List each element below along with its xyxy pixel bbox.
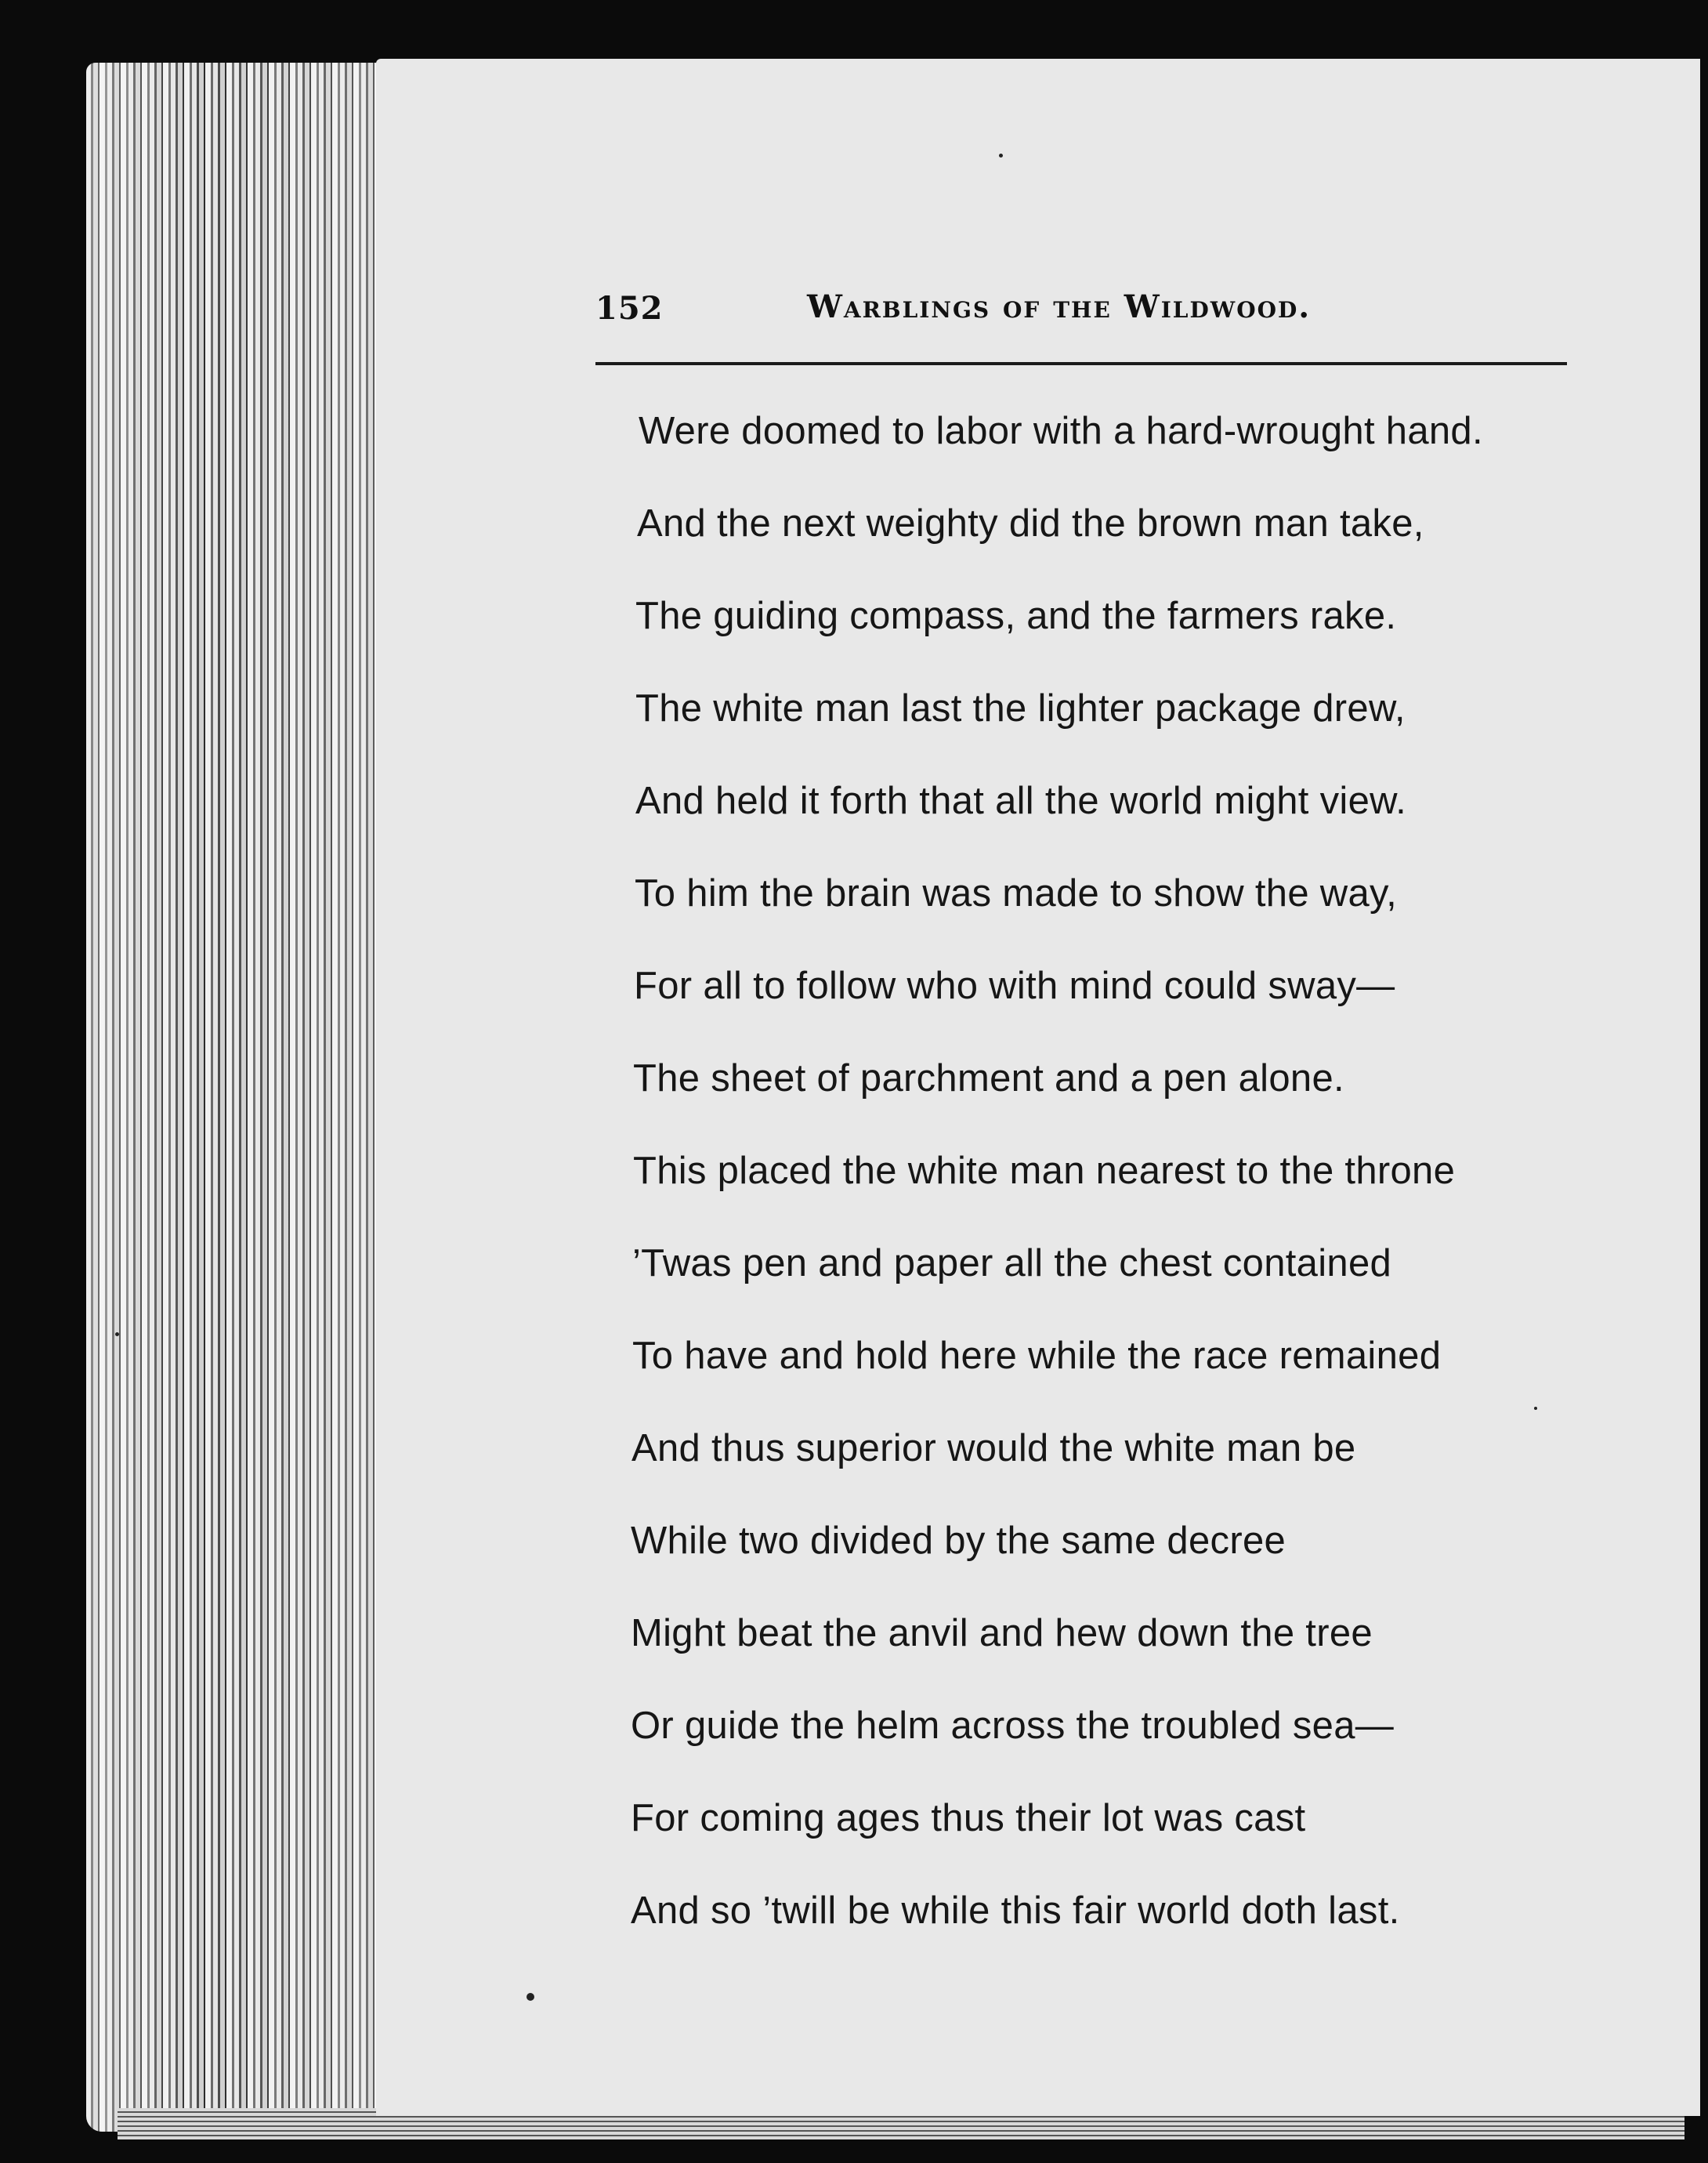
poem-line: Or guide the helm across the troubled sea— — [631, 1705, 1395, 1747]
poem-line: And thus superior would the white man be — [631, 1427, 1356, 1469]
poem-text — [631, 400, 1618, 1972]
poem-line: To have and hold here while the race remained — [632, 1335, 1442, 1377]
ink-speck — [115, 1332, 119, 1336]
poem-line: The white man last the lighter package drew, — [635, 687, 1406, 730]
poem-line: Might beat the anvil and hew down the tree — [631, 1612, 1373, 1654]
poem-line: ’Twas pen and paper all the chest contained — [632, 1242, 1392, 1284]
ink-speck — [1534, 1407, 1537, 1410]
poem-line: And so ’twill be while this fair world doth last. — [631, 1889, 1400, 1932]
poem-line: For coming ages thus their lot was cast — [631, 1797, 1306, 1839]
header-rule — [595, 362, 1567, 365]
ink-speck — [999, 154, 1003, 158]
poem-line: The guiding compass, and the farmers rake. — [635, 595, 1397, 637]
ink-speck — [527, 1993, 534, 2001]
page-edges-shading — [86, 63, 384, 2132]
poem-line: And held it forth that all the world might view. — [635, 780, 1407, 822]
page-header — [595, 290, 1567, 337]
running-title: Warblings of the Wildwood. — [807, 288, 1312, 325]
poem-line: This placed the white man nearest to the throne — [633, 1150, 1456, 1192]
poem-line: While two divided by the same decree — [631, 1520, 1286, 1562]
poem-line: The sheet of parchment and a pen alone. — [633, 1057, 1344, 1100]
poem-line: And the next weighty did the brown man take, — [637, 502, 1424, 545]
poem-line: Were doomed to labor with a hard-wrought hand. — [639, 410, 1483, 452]
page-number: 152 — [595, 290, 664, 327]
poem-line: To him the brain was made to show the way, — [635, 872, 1398, 915]
poem-line: For all to follow who with mind could sway— — [634, 965, 1395, 1007]
